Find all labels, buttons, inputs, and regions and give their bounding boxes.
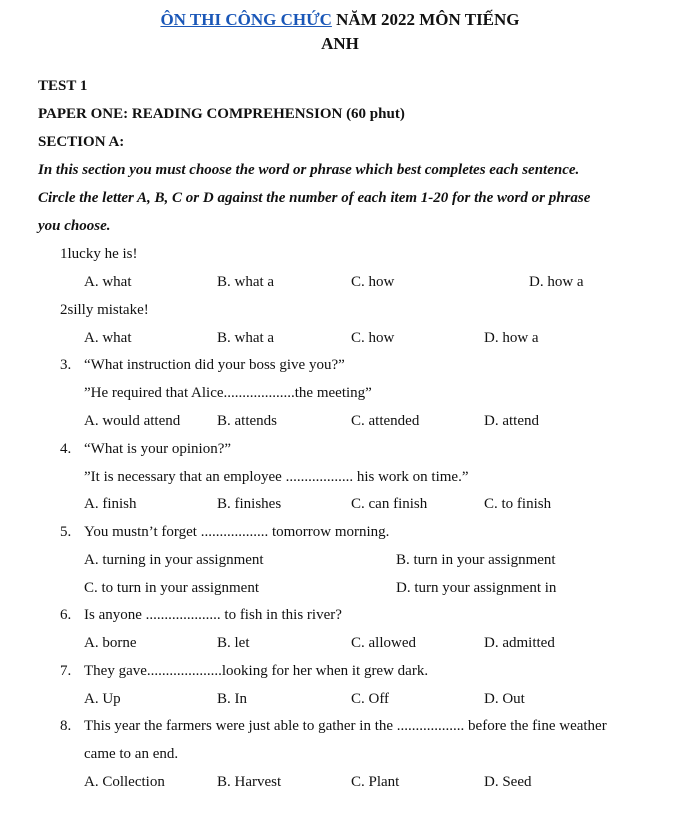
option-a: A. what	[84, 274, 132, 290]
instruction-line: Circle the letter A, B, C or D against the number of each item 1-20 for the word or phrase	[38, 190, 591, 206]
option-c: C. can finish	[351, 496, 428, 512]
option-a: A. finish	[84, 496, 137, 512]
option-b: B. let	[217, 635, 250, 651]
question-5-number: 5.	[60, 524, 72, 540]
section-label: SECTION A:	[38, 134, 125, 150]
instruction-line: In this section you must choose the word or phrase which best completes each sentence.	[38, 162, 580, 178]
question-1	[60, 246, 137, 263]
option-a: A. Up	[84, 691, 121, 707]
document-title	[40, 10, 640, 30]
option-a: A. would attend	[84, 413, 181, 429]
title-text: NĂM 2022 MÔN TIẾNG	[331, 10, 520, 29]
option-c: C. attended	[351, 413, 420, 429]
question-7-text: They gave....................looking for her when it grew dark.	[84, 663, 429, 679]
option-c: C. to turn in your assignment	[84, 580, 259, 596]
test-label: TEST 1	[38, 78, 88, 94]
title-link[interactable]: ÔN THI CÔNG CHỨC	[160, 10, 332, 29]
question-5-text: You mustn’t forget .................. tomorrow morning.	[84, 524, 390, 540]
option-b: B. In	[217, 691, 247, 707]
option-c: C. Plant	[351, 774, 400, 790]
document-title-line2: ANH	[321, 34, 359, 53]
option-b: B. finishes	[217, 496, 282, 512]
option-a: A. borne	[84, 635, 137, 651]
option-d: C. to finish	[484, 496, 552, 512]
question-number: 2	[60, 302, 68, 318]
question-3-number: 3.	[60, 357, 72, 373]
question-text: lucky he is!	[67, 246, 138, 262]
question-6-number: 6.	[60, 607, 72, 623]
option-b: B. Harvest	[217, 774, 282, 790]
question-7-number: 7.	[60, 663, 72, 679]
option-d: D. how a	[484, 330, 539, 346]
question-2	[60, 302, 149, 319]
option-b: B. what a	[217, 274, 275, 290]
option-a: A. what	[84, 330, 132, 346]
question-4-text: “What is your opinion?”	[84, 441, 232, 457]
question-3-text-line2: ”He required that Alice...................the meeting”	[84, 385, 372, 401]
option-b: B. attends	[217, 413, 277, 429]
question-8-text: This year the farmers were just able to gather in the .................. before the fine weather	[84, 718, 607, 734]
question-8-text-line2: came to an end.	[84, 746, 179, 762]
option-d: D. turn your assignment in	[396, 580, 557, 596]
option-c: C. how	[351, 330, 395, 346]
option-d: D. Out	[484, 691, 525, 707]
option-c: C. how	[351, 274, 395, 290]
question-text: silly mistake!	[67, 302, 149, 318]
question-3-text: “What instruction did your boss give you?”	[84, 357, 345, 373]
option-b: B. turn in your assignment	[396, 552, 556, 568]
paper-label: PAPER ONE: READING COMPREHENSION (60 phut)	[38, 106, 405, 122]
question-6-text: Is anyone .................... to fish in this river?	[84, 607, 342, 623]
question-4-number: 4.	[60, 441, 72, 457]
option-d: D. attend	[484, 413, 539, 429]
option-a: A. Collection	[84, 774, 165, 790]
option-d: D. Seed	[484, 774, 532, 790]
option-a: A. turning in your assignment	[84, 552, 264, 568]
question-number: 1	[60, 246, 68, 262]
option-d: D. how a	[529, 274, 584, 290]
option-c: C. Off	[351, 691, 390, 707]
question-8-number: 8.	[60, 718, 72, 734]
instruction-line: you choose.	[38, 218, 111, 234]
option-b: B. what a	[217, 330, 275, 346]
option-c: C. allowed	[351, 635, 416, 651]
option-d: D. admitted	[484, 635, 555, 651]
question-4-text-line2: ”It is necessary that an employee .................. his work on time.”	[84, 469, 469, 485]
